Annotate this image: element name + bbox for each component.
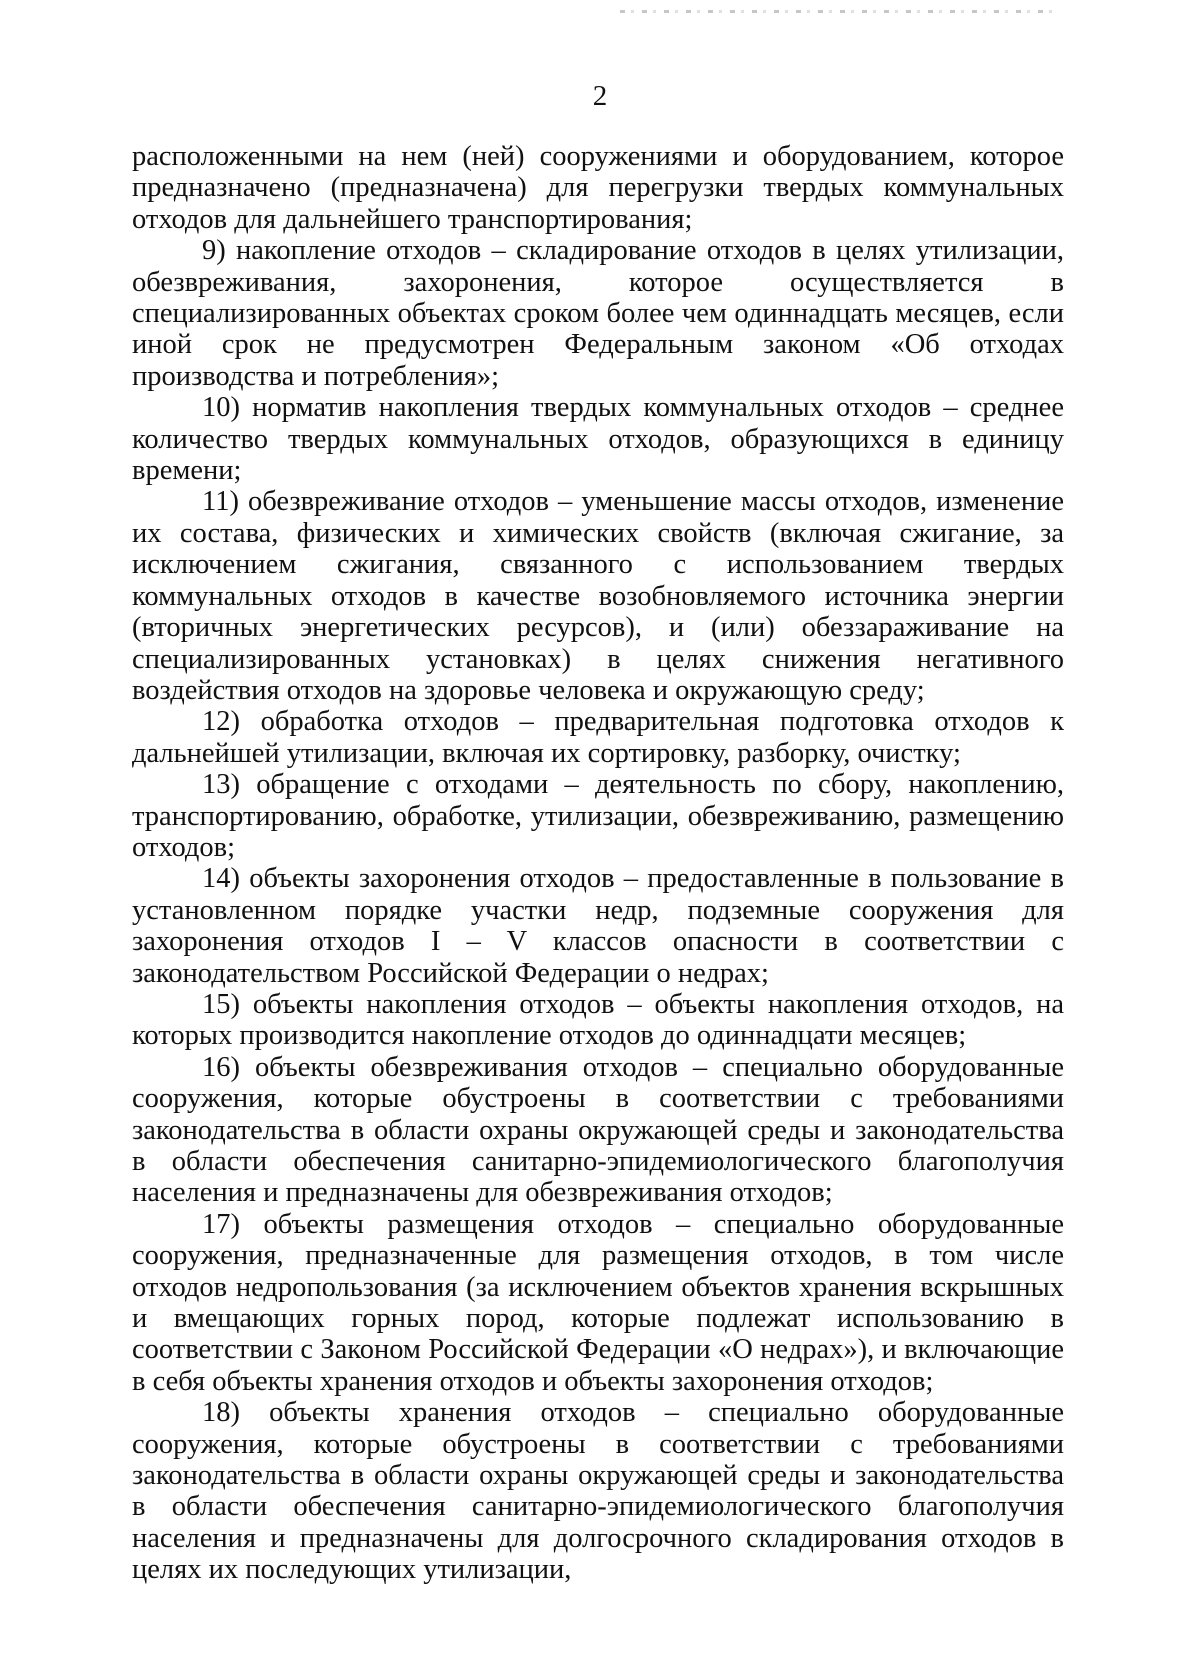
document-body bbox=[132, 141, 1064, 1586]
paragraph-item-13: 13) обращение с отходами – деятельность по сбору, накоплению, транспортированию, обработке, утилизации, обезвреживанию, размещению отходов; bbox=[132, 769, 1064, 863]
paragraph-item-14: 14) объекты захоронения отходов – предоставленные в пользование в установленном порядке участки недр, подземные сооружения для захоронения отходов I – V классов опасности в соответствии с законодательством Российской Федерации о недрах; bbox=[132, 863, 1064, 989]
scan-artifact bbox=[620, 10, 1060, 13]
paragraph-item-12: 12) обработка отходов – предварительная подготовка отходов к дальнейшей утилизации, включая их сортировку, разборку, очистку; bbox=[132, 706, 1064, 769]
paragraph-continuation: расположенными на нем (ней) сооружениями и оборудованием, которое предназначено (предназначена) для перегрузки твердых коммунальных отходов для дальнейшего транспортирования; bbox=[132, 141, 1064, 235]
paragraph-item-10: 10) норматив накопления твердых коммунальных отходов – среднее количество твердых коммунальных отходов, образующихся в единицу времени; bbox=[132, 392, 1064, 487]
paragraph-item-15: 15) объекты накопления отходов – объекты накопления отходов, на которых производится накопление отходов до одиннадцати месяцев; bbox=[132, 988, 1064, 1052]
paragraph-item-17: 17) объекты размещения отходов – специально оборудованные сооружения, предназначенные для размещения отходов, в том числе отходов недропользования (за исключением объектов хранения вскрышных и вмещающих горных пород, которые подлежат использованию в соответствии с Законом Российской Федерации «О недрах»), и включающие в себя объекты хранения отходов и объекты захоронения отходов; bbox=[132, 1208, 1064, 1397]
page-number: 2 bbox=[592, 80, 608, 112]
paragraph-item-9: 9) накопление отходов – складирование отходов в целях утилизации, обезвреживания, захоронения, которое осуществляется в специализированных объектах сроком более чем одиннадцать месяцев, если иной срок не предусмотрен Федеральным законом «Об отходах производства и потребления»; bbox=[132, 235, 1064, 392]
paragraph-item-18: 18) объекты хранения отходов – специально оборудованные сооружения, которые обустроены в соответствии с требованиями законодательства в области охраны окружающей среды и законодательства в области обеспечения санитарно-эпидемиологического благополучия населения и предназначены для долгосрочного складирования отходов в целях их последующих утилизации, bbox=[132, 1397, 1064, 1586]
paragraph-item-11: 11) обезвреживание отходов – уменьшение массы отходов, изменение их состава, физических и химических свойств (включая сжигание, за исключением сжигания, связанного с использованием твердых коммунальных отходов в качестве возобновляемого источника энергии (вторичных энергетических ресурсов), и (или) обеззараживание на специализированных установках) в целях снижения негативного воздействия отходов на здоровье человека и окружающую среду; bbox=[132, 486, 1064, 706]
paragraph-item-16: 16) объекты обезвреживания отходов – специально оборудованные сооружения, которые обустроены в соответствии с требованиями законодательства в области охраны окружающей среды и законодательства в области обеспечения санитарно-эпидемиологического благополучия населения и предназначены для обезвреживания отходов; bbox=[132, 1051, 1064, 1209]
